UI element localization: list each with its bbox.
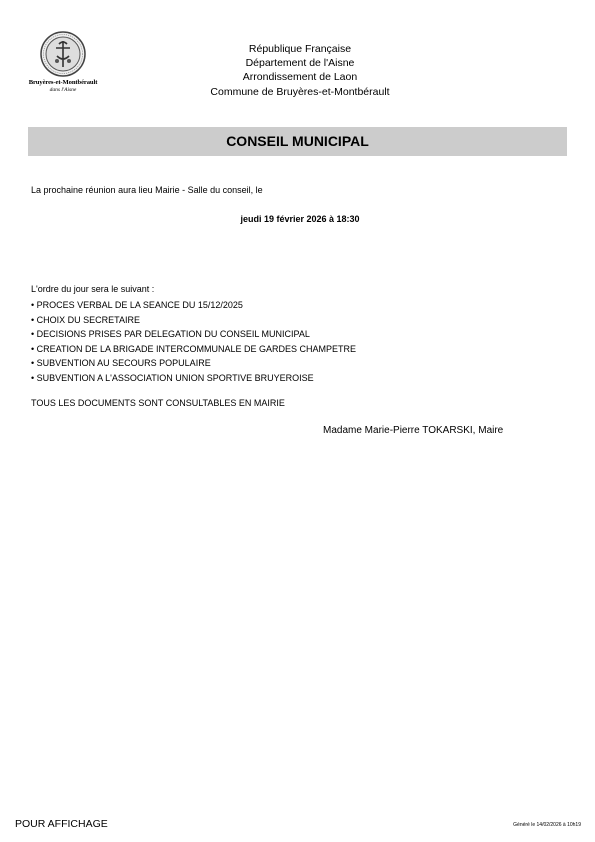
mayor-signature: Madame Marie-Pierre TOKARSKI, Maire xyxy=(323,425,504,436)
header-commune: Commune de Bruyères-et-Montbérault xyxy=(210,86,390,98)
header-department: Département de l'Aisne xyxy=(245,57,355,69)
generated-timestamp: Généré le 14/02/2026 à 10h19 xyxy=(513,822,581,828)
agenda-item: • DECISIONS PRISES PAR DELEGATION DU CONSEIL MUNICIPAL xyxy=(31,329,310,340)
agenda-item: • CREATION DE LA BRIGADE INTERCOMMUNALE DE GARDES CHAMPETRE xyxy=(31,343,357,354)
agenda-list xyxy=(31,298,356,386)
commune-seal-icon xyxy=(39,30,87,78)
header-republic: République Française xyxy=(248,43,352,55)
agenda-item: • CHOIX DU SECRETAIRE xyxy=(31,314,140,325)
agenda-item: • SUBVENTION AU SECOURS POPULAIRE xyxy=(31,358,211,369)
agenda-heading: L'ordre du jour sera le suivant : xyxy=(31,284,155,294)
logo-commune-name: Bruyères-et-Montbérault xyxy=(28,79,98,86)
logo-subtitle: dans l'Aisne xyxy=(49,87,77,93)
posting-label: POUR AFFICHAGE xyxy=(15,818,108,830)
title-banner xyxy=(28,127,567,156)
meeting-intro: La prochaine réunion aura lieu Mairie - Salle du conseil, le xyxy=(31,185,263,195)
documents-note: TOUS LES DOCUMENTS SONT CONSULTABLES EN MAIRIE xyxy=(31,398,285,408)
commune-logo xyxy=(24,30,102,96)
meeting-date: jeudi 19 février 2026 à 18:30 xyxy=(240,214,360,224)
agenda-item: • SUBVENTION A L'ASSOCIATION UNION SPORTIVE BRUYEROISE xyxy=(31,372,314,383)
page-title: CONSEIL MUNICIPAL xyxy=(226,133,369,149)
header-arrondissement: Arrondissement de Laon xyxy=(242,71,358,83)
agenda-item: • PROCES VERBAL DE LA SEANCE DU 15/12/2025 xyxy=(31,300,243,310)
